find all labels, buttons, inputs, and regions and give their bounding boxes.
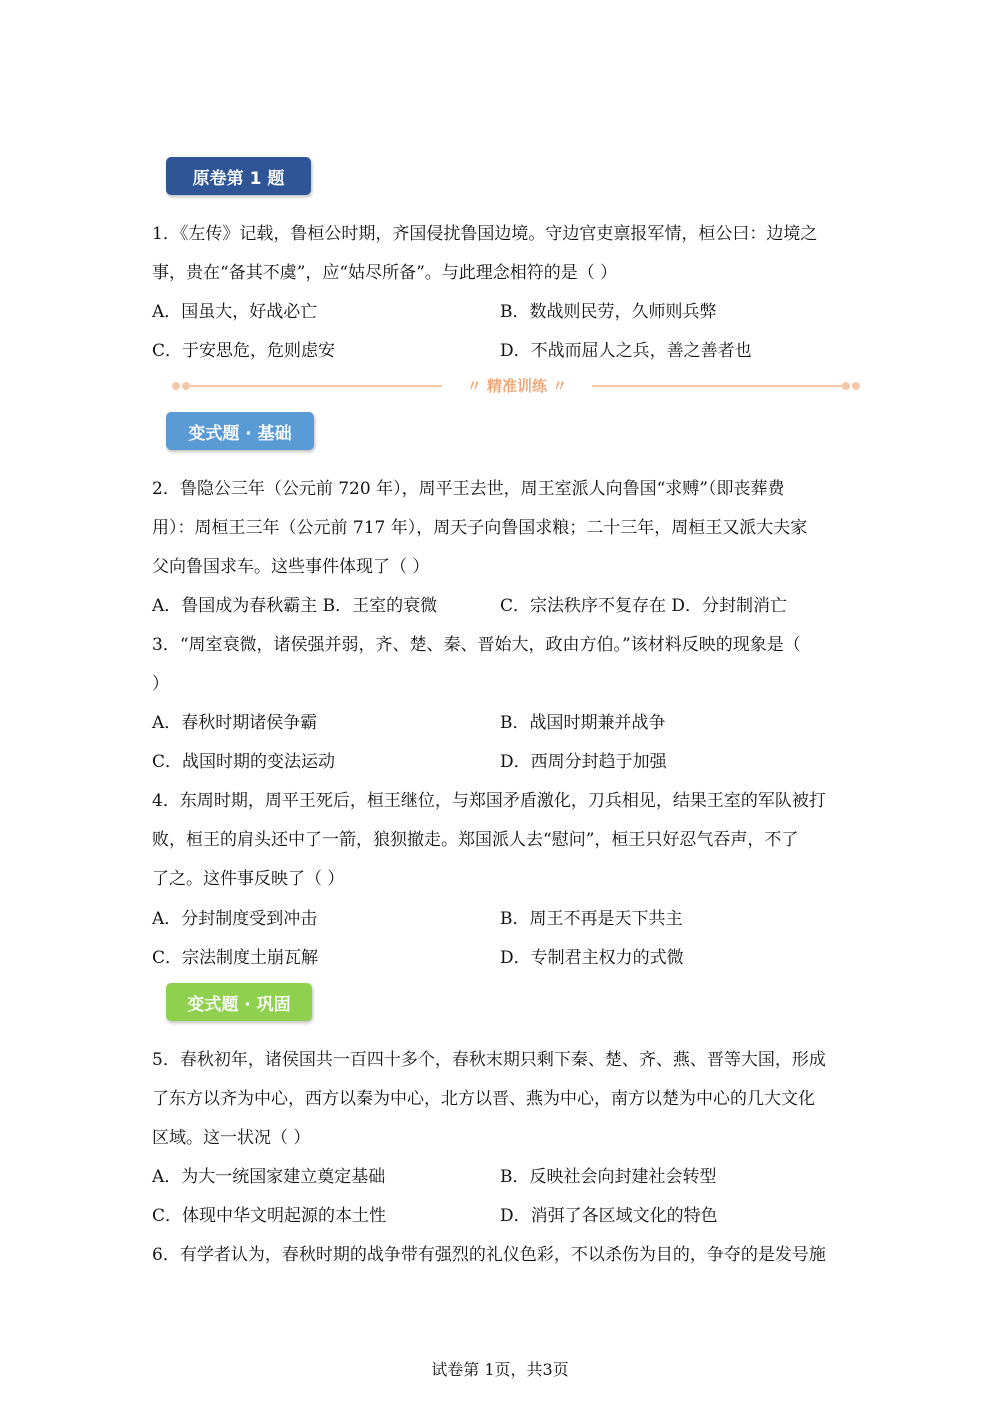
q4-stem-line-2: 败，桓王的肩头还中了一箭，狼狈撤走。郑国派人去“慰问”，桓王只好忍气吞声，不了 [152, 830, 799, 850]
q3-option-d: D．西周分封趋于加强 [500, 752, 667, 772]
divider-dot-left-2 [182, 382, 190, 390]
q5-stem-line-2: 了东方以齐为中心，西方以秦为中心，北方以晋、燕为中心，南方以楚为中心的几大文化 [152, 1089, 815, 1109]
divider-dot-right [842, 382, 850, 390]
q3-stem-line-1: 3．“周室衰微，诸侯强并弱，齐、楚、秦、晋始大，政由方伯。”该材料反映的现象是（ [152, 635, 801, 655]
badge-variant-basic: 变式题 · 基础 [166, 412, 314, 450]
divider-label: 〃 精准训练 〃 [466, 377, 568, 395]
divider-label-text: 精准训练 [486, 377, 547, 395]
q5-stem-line-3: 区域。这一状况（ ） [152, 1128, 311, 1148]
divider-bar-right [592, 385, 842, 387]
q4-stem-line-3: 了之。这件事反映了（ ） [152, 869, 345, 889]
q4-option-b: B．周王不再是天下共主 [500, 909, 683, 929]
q3-stem-line-2: ） [152, 674, 169, 694]
q5-option-b: B．反映社会向封建社会转型 [500, 1167, 717, 1187]
divider-dot-right-2 [852, 382, 860, 390]
q5-option-c: C．体现中华文明起源的本土性 [152, 1206, 387, 1226]
q1-option-c: C．于安思危，危则虑安 [152, 341, 336, 361]
q1-option-d: D．不战而屈人之兵，善之善者也 [500, 341, 752, 361]
divider-bar-left [190, 385, 442, 387]
q6-stem-line-1: 6．有学者认为，春秋时期的战争带有强烈的礼仪色彩，不以杀伤为目的，争夺的是发号施 [152, 1245, 826, 1265]
q1-option-a: A．国虽大，好战必亡 [152, 302, 318, 322]
q2-options-ab: A．鲁国成为春秋霸主 B．王室的衰微 [152, 596, 438, 616]
q4-option-a: A．分封制度受到冲击 [152, 909, 318, 929]
q2-stem-line-2: 用）：周桓王三年（公元前 717 年），周天子向鲁国求粮；二十三年，周桓王又派大夫家 [152, 518, 808, 538]
q2-stem-line-3: 父向鲁国求车。这些事件体现了（ ） [152, 557, 430, 577]
q2-options-cd: C．宗法秩序不复存在 D．分封制消亡 [500, 596, 788, 616]
q3-option-b: B．战国时期兼并战争 [500, 713, 666, 733]
q3-option-c: C．战国时期的变法运动 [152, 752, 336, 772]
page-footer: 试卷第 1页，共3页 [431, 1360, 569, 1379]
q4-option-c: C．宗法制度土崩瓦解 [152, 948, 319, 968]
badge-variant-consolidate: 变式题 · 巩固 [166, 983, 312, 1021]
q2-stem-line-1: 2．鲁隐公三年（公元前 720 年），周平王去世，周王室派人向鲁国“求赙”（即丧葬费 [152, 479, 785, 499]
section-divider [172, 375, 860, 397]
q3-option-a: A．春秋时期诸侯争霸 [152, 713, 318, 733]
q5-option-a: A．为大一统国家建立奠定基础 [152, 1167, 386, 1187]
q1-stem-line-1: 1．《左传》记载，鲁桓公时期，齐国侵扰鲁国边境。守边官吏禀报军情，桓公曰：边境之 [152, 224, 818, 244]
q1-option-b: B．数战则民劳，久师则兵弊 [500, 302, 717, 322]
badge-original-question: 原卷第 1 题 [166, 157, 311, 195]
divider-dot-left [172, 382, 180, 390]
q1-stem-line-2: 事，贵在“备其不虞”，应“姑尽所备”。与此理念相符的是（ ） [152, 263, 618, 283]
q4-stem-line-1: 4．东周时期，周平王死后，桓王继位，与郑国矛盾激化，刀兵相见，结果王室的军队被打 [152, 791, 826, 811]
q5-option-d: D．消弭了各区域文化的特色 [500, 1206, 718, 1226]
q4-option-d: D．专制君主权力的式微 [500, 948, 684, 968]
q5-stem-line-1: 5．春秋初年，诸侯国共一百四十多个，春秋末期只剩下秦、楚、齐、燕、晋等大国，形成 [152, 1050, 826, 1070]
